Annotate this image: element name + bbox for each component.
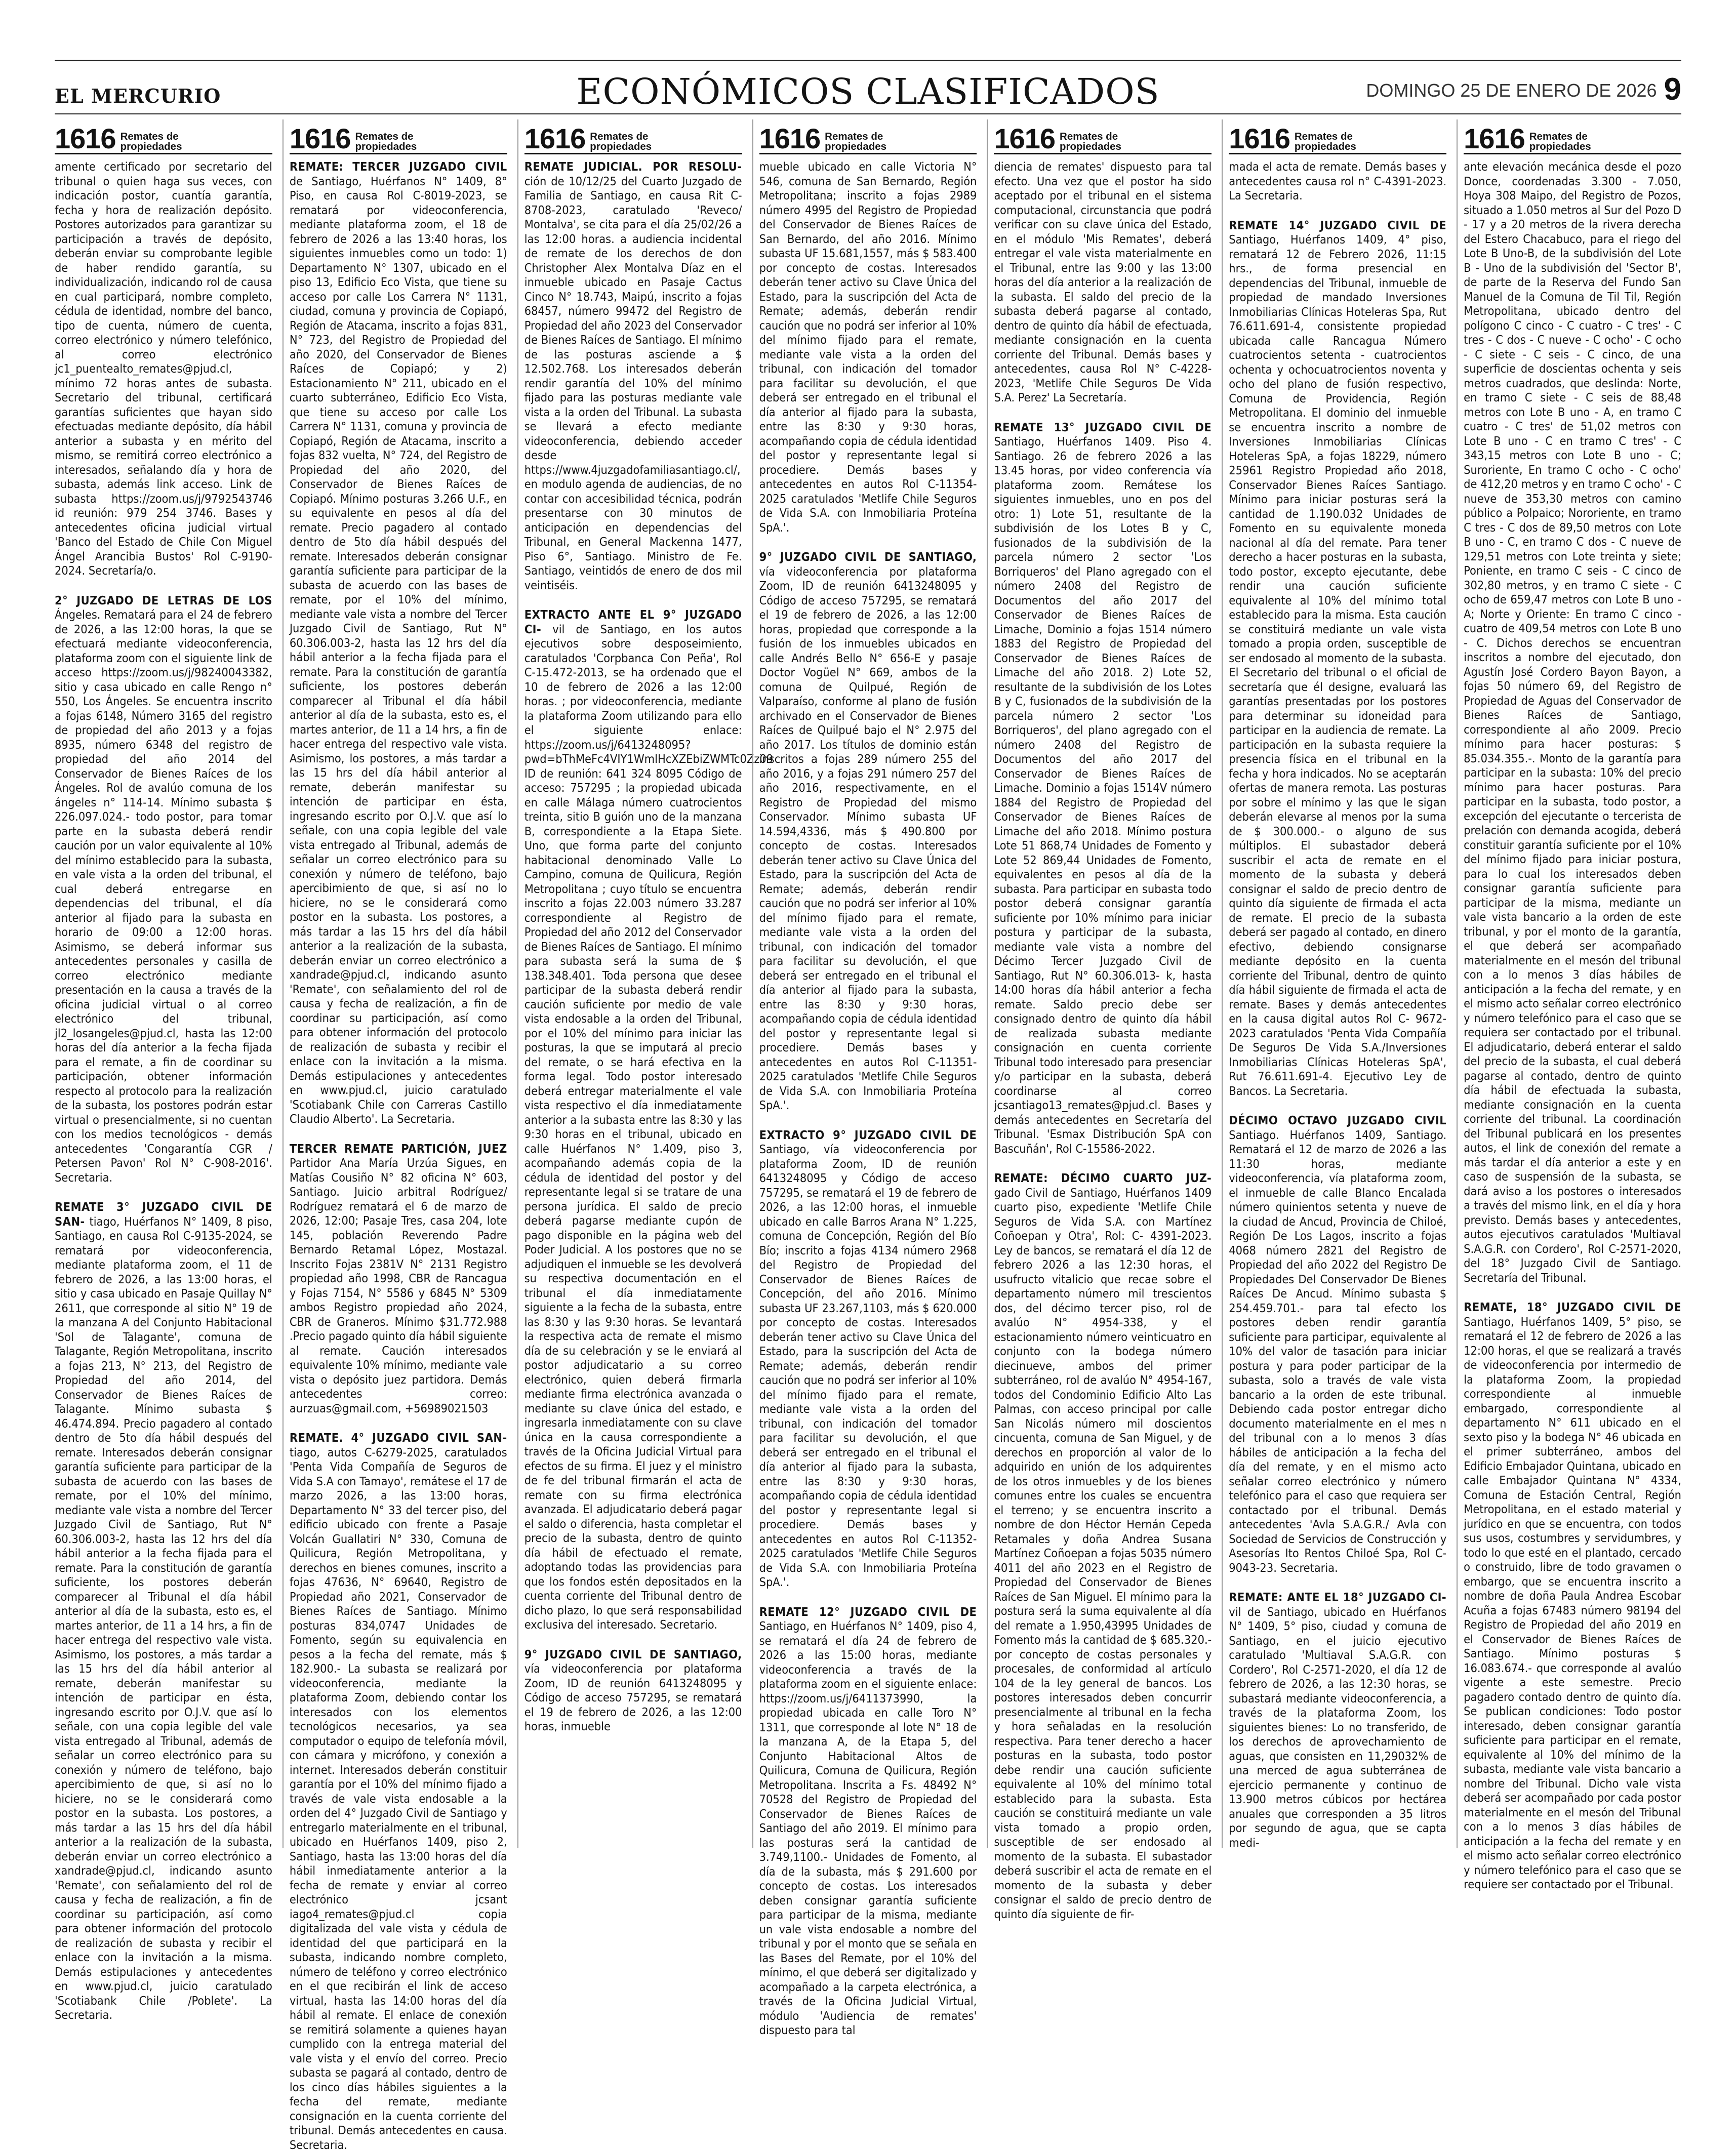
ad-heading: REMATE: DÉCIMO CUARTO JUZ- xyxy=(994,1171,1212,1185)
masthead-rule xyxy=(55,113,1681,114)
classified-ad xyxy=(1229,159,1446,203)
column-body xyxy=(55,159,272,2022)
category-label-line2: propiedades xyxy=(355,141,417,152)
ad-body: vil de Santiago, en los autos ejecutivos sobre desposeimiento, caratulados 'Corpbanca Con Peña', Rol C-15.472-2013, se ha ordenado que el 10 de febrero de 2026 a las 12:00 horas. ; por videoconferencia, mediante la plataforma Zoom utilizando para ello el siguiente enlace: https://zoom.us/j/6413248095? pwd=bThMeFc4VIY1WmlHcXZEbiZWMTc0Zz09 ID de reunión: 641 324 8095 Código de acceso: 757295 ; la propiedad ubicada en calle Málaga número cuatrocientos treinta, sitio B guión uno de la manzana B, correspondiente a la Etapa Siete. Uno, que forma parte del conjunto habitacional denominado Valle Lo Campino, comuna de Quilicura, Región Metropolitana ; cuyo título se encuentra inscrito a fojas 22.003 número 33.287 correspondiente al Registro de Propiedad del año 2012 del Conservador de Bienes Raíces de Santiago. El mínimo para subasta será la suma de $ 138.348.401. Toda persona que desee participar de la subasta deberá rendir caución suficiente por medio de vale vista endosable a la orden del Tribunal, por el 10% del mínimo para iniciar las posturas, la que se imputará al precio del remate, o se hará efectiva en la forma legal. Todo postor interesado deberá entregar materialmente el vale vista respectivo el día inmediatamente anterior a la subasta entre las 8:30 y las 9:30 horas en el tribunal, ubicado en calle Huérfanos N° 1.409, piso 3, acompañando además copia de la cédula de identidad del postor y del representante legal si se tratare de una persona jurídica. El saldo de precio deberá pagarse mediante cupón de pago disponible en la página web del Poder Judicial. A los postores que no se adjudiquen el inmueble se les devolverá su respectiva documentación en el tribunal el día inmediatamente siguiente a la fecha de la subasta, entre las 8:30 y las 9:30 horas. Se levantará la respectiva acta de remate el mismo día de su celebración y se le enviará al postor adjudicatario a su correo electrónico, quien deberá firmarla mediante firma electrónica avanzada o mediante su clave única del estado, e ingresarla inmediatamente con su clave única en la causa correspondiente a través de la Oficina Judicial Virtual para efectos de su firma. El juez y el ministro de fe del tribunal firmarán el acta de remate con su firma electrónica avanzada. El adjudicatario deberá pagar el saldo o diferencia, hasta completar el precio de la subasta, dentro de quinto día hábil de efectuado el remate, adoptando todas las providencias para que los fondos estén depositados en la cuenta corriente del Tribunal dentro de dicho plazo, lo que será responsabilidad exclusiva del interesado. Secretario. xyxy=(524,622,774,1632)
issue-date: DOMINGO 25 DE ENERO DE 2026 xyxy=(1366,80,1657,101)
ad-heading: 9° JUZGADO CIVIL DE SANTIAGO, xyxy=(524,1647,742,1661)
ad-heading: REMATE. 4° JUZGADO CIVIL SAN- xyxy=(289,1431,507,1445)
category-label xyxy=(1295,132,1356,152)
ad-heading: DÉCIMO OCTAVO JUZGADO CIVIL xyxy=(1229,1113,1447,1127)
classified-ad xyxy=(994,420,1212,1156)
dateline xyxy=(1366,71,1681,107)
column-body xyxy=(290,159,507,2152)
ad-body: Santiago, vía videoconferencia por plataforma Zoom, ID de reunión 6413248095 y Código de acceso 757295, se rematará el 19 de febrero de 2026, a las 12:00 horas, el inmueble ubicado en calle Barros Arana N° 1.225, comuna de Concepción, Región del Bío Bío; inscrito a fojas 4134 número 2968 del Registro de Propiedad del Conservador de Bienes Raíces de Concepción, del año 2016. Mínimo subasta UF 23.267,1103, más $ 620.000 por concepto de costas. Interesados deberán tener activo su Clave Única del Estado, para la suscripción del Acta de Remate; además, deberán rendir caución que no podrá ser inferior al 10% del mínimo fijado para el remate, mediante vale vista a la orden del tribunal, con indicación del tomador para facilitar su devolución, el que deberá ser entregado en el tribunal el día anterior al fijado para la subasta, entre las 8:30 y 9:30 horas, acompañando copia de cédula identidad del postor y representante legal si procediere. Demás bases y antecedentes en autos Rol C-11352-2025 caratulados 'Metlife Chile Seguros de Vida S.A. con Inmobiliaria Proteína SpA.'. xyxy=(759,1142,977,1589)
column-category-header xyxy=(524,119,742,154)
category-code: 1616 xyxy=(524,123,586,154)
column-category-header xyxy=(55,119,272,154)
column-body xyxy=(524,159,774,1734)
ad-body: vía videoconferencia por plataforma Zoom, ID de reunión 6413248095 y Código de acceso 757295, se rematará el 19 de febrero de 2026, a las 12:00 horas, propiedad que corresponde a la fusión de los inmuebles ubicados en calle Andrés Bello N° 656-E y pasaje Doctor Vogüel N° 669, ambos de la comuna de Quilpué, Región de Valparaíso, conforme al plano de fusión archivado en el Conservador de Bienes Raíces de Quilpué bajo el N° 2.975 del año 2017. Los títulos de dominio están inscritos a fojas 289 número 255 del año 2016, y a fojas 291 número 257 del año 2016, respectivamente, en el Registro de Propiedad del mismo Conservador. Mínimo subasta UF 14.594,4336, más $ 490.800 por concepto de costas. Interesados deberán tener activo su Clave Única del Estado, para la suscripción del Acta de Remate; además, deberán rendir caución que no podrá ser inferior al 10% del mínimo fijado para el remate, mediante vale vista a la orden del tribunal, con indicación del tomador para facilitar su devolución, el que deberá ser entregado en el tribunal el día anterior al fijado para la subasta, entre las 8:30 y 9:30 horas, acompañando copia de cédula identidad del postor y representante legal si procediere. Demás bases y antecedentes en autos Rol C-11351-2025 caratulados 'Metlife Chile Seguros de Vida S.A. con Inmobiliaria Proteína SpA.'. xyxy=(759,564,977,1112)
classified-ad xyxy=(1229,218,1446,1099)
category-label-line2: propiedades xyxy=(825,141,887,152)
classified-ad xyxy=(759,1605,977,2038)
ad-heading: REMATE: ANTE EL 18° JUZGADO CI- xyxy=(1229,1590,1447,1604)
ad-heading: REMATE JUDICIAL. POR RESOLU- xyxy=(524,159,742,174)
classified-ad xyxy=(1229,1590,1446,1850)
ad-heading: TERCER REMATE PARTICIÓN, JUEZ xyxy=(289,1141,507,1156)
classified-ad xyxy=(1464,159,1681,1285)
ad-heading: 9° JUZGADO CIVIL DE SANTIAGO, xyxy=(759,550,977,564)
ad-column xyxy=(752,119,977,2037)
classified-ad xyxy=(759,1128,977,1590)
ad-body: Santiago, Huérfanos 1409, 4° piso, rematará 12 de Febrero 2026, 11:15 hrs., de forma presencial en dependencias del Tribunal, inmueble de propiedad de mandado Inversiones Inmobiliarias Clínicas Hoteleras Spa, Rut 76.611.691-4, consistente propiedad ubicada calle Rancagua Número cuatrocientos setenta - cuatrocientos ochenta y ochocuatrocientos noventa y ocho del plano de fusión respectivo, Comuna de Providencia, Región Metropolitana. El dominio del inmueble se encuentra inscrito a nombre de Inversiones Inmobiliarias Clínicas Hoteleras SpA, a fojas 18229, número 25961 Registro Propiedad año 2018, Conservador Bienes Raíces Santiago. Mínimo para iniciar posturas será la cantidad de 1.190.032 Unidades de Fomento en su equivalente moneda nacional al día del remate. Para tener derecho a hacer posturas en la subasta, todo postor, excepto ejecutante, debe rendir una caución suficiente equivalente al 10% del mínimo total establecido para la misma. Esta caución se constituirá mediante un vale vista tomado a propia orden, susceptible de ser endosado al momento de la subasta. El Secretario del tribunal o el oficial de secretaría que él designe, evaluará las garantías presentadas por los postores para determinar su idoneidad para participar en la audiencia de remate. La participación en la subasta requiere la presencia física en el tribunal en la fecha y hora indicados. No se aceptarán ofertas de manera remota. Las posturas por sobre el mínimo y las que le sigan deberán elevarse al menos por la suma de $ 300.000.- o alguno de sus múltiplos. El subastador deberá suscribir el acta de remate en el momento de la subasta y deberá consignar el saldo de precio dentro de quinto día siguiente de firmada el acta de remate. El precio de la subasta deberá ser pagado al contado, en dinero efectivo, debiendo consignarse mediante depósito en la cuenta corriente del Tribunal, dentro de quinto día hábil siguiente de firmada el acta de remate. Bases y demás antecedentes en la causa digital autos Rol C- 9672-2023 caratulados 'Penta Vida Compañía De Seguros De Vida S.A./Inversiones Inmobiliarias Clínicas Hoteleras SpA', Rut 76.611.691-4. Ejecutivo Ley de Bancos. La Secretaria. xyxy=(1229,232,1447,1098)
column-body xyxy=(1464,159,1681,1892)
category-label-line2: propiedades xyxy=(1060,141,1121,152)
classified-ad xyxy=(1464,1300,1681,1892)
ad-column xyxy=(517,119,774,1848)
classified-ad xyxy=(290,1431,507,2152)
ad-heading: REMATE 13° JUZGADO CIVIL DE xyxy=(994,420,1212,434)
classified-ad xyxy=(290,159,507,1126)
ad-column xyxy=(987,119,1212,1921)
classified-ad xyxy=(994,1171,1212,1921)
ad-heading: REMATE, 18° JUZGADO CIVIL DE xyxy=(1464,1300,1682,1314)
category-label-line2: propiedades xyxy=(1529,141,1591,152)
column-body xyxy=(759,159,977,2038)
ad-column xyxy=(55,119,272,2022)
classified-ad xyxy=(524,607,774,1632)
column-category-header xyxy=(290,119,507,154)
ad-body: de Santiago, Huérfanos N° 1409, 8° Piso, en causa Rol C-8019-2023, se rematará por videoconferencia, mediante plataforma zoom, el 18 de febrero de 2026 a las 13:40 horas, los siguientes inmuebles como un todo: 1) Departamento N° 1307, ubicado en el piso 13, Edificio Eco Vista, que tiene su acceso por calle Los Carrera N° 1131, ciudad, comuna y provincia de Copiapó, Región de Atacama, inscrito a fojas 831, N° 723, del Registro de Propiedad del año 2020, del Conservador de Bienes Raíces de Copiapó; y 2) Estacionamiento N° 211, ubicado en el cuarto subterráneo, Edificio Eco Vista, que tiene su acceso por calle Los Carrera N° 1131, comuna y provincia de Copiapó, Región de Atacama, inscrito a fojas 832 vuelta, N° 724, del Registro de Propiedad del año 2020, del Conservador de Bienes Raíces de Copiapó. Mínimo posturas 3.266 U.F., en su equivalente en pesos al día del remate. Precio pagadero al contado dentro de 5to día hábil después del remate. Interesados deberán consignar garantía suficiente para participar de la subasta de acuerdo con las bases de remate, por el 10% del mínimo, mediante vale vista a nombre del Tercer Juzgado Civil de Santiago, Rut N° 60.306.003-2, hasta las 12 hrs del día hábil anterior a la fecha fijada para el remate. Para la constitución de garantía suficiente, los postores deberán comparecer al Tribunal el día hábil anterior al día de la subasta, esto es, el martes anterior, de 11 a 14 hrs, a fin de hacer entrega del respectivo vale vista. Asimismo, los postores, a más tardar a las 15 hrs del día hábil anterior al remate, deberán manifestar su intención de participar en ésta, ingresando escrito por O.J.V. que así lo señale, con una copia legible del vale vista entregado al Tribunal, además de señalar un correo electrónico para su conexión y número de teléfono, bajo apercibimiento de que, si así no lo hiciere, no se le considerará como postor en la subasta. Los postores, a más tardar a las 15 hrs del día hábil anterior a la realización de la subasta, deberán enviar un correo electrónico a xandrade@pjud.cl, indicando asunto 'Remate', con señalamiento del rol de causa y fecha de realización, a fin de coordinar su participación, así como para obtener información del protocolo de realización de subasta y recibir el enlace con la invitación a la misma. Demás estipulaciones y antecedentes en www.pjud.cl, juicio caratulado 'Scotiabank Chile con Carreras Castillo Claudio Alberto'. La Secretaria. xyxy=(289,174,507,1126)
category-label-line1: Remates de xyxy=(120,131,179,142)
category-label xyxy=(825,132,886,152)
category-label-line1: Remates de xyxy=(355,131,414,142)
ad-column xyxy=(1222,119,1446,1848)
ad-body: mada el acta de remate. Demás bases y antecedentes causa rol n° C-4391-2023. La Secretaria. xyxy=(1229,159,1447,202)
ad-heading: EXTRACTO ANTE EL 9° JUZGADO CI- xyxy=(524,607,742,636)
column-body xyxy=(994,159,1212,1921)
ad-heading: 2° JUZGADO DE LETRAS DE LOS xyxy=(55,593,272,607)
category-code: 1616 xyxy=(1229,123,1290,154)
category-label-line1: Remates de xyxy=(1529,131,1588,142)
classified-ad xyxy=(1229,1113,1446,1575)
ad-heading: REMATE 12° JUZGADO CIVIL DE xyxy=(759,1604,977,1619)
ad-body: mueble ubicado en calle Victoria N° 546, comuna de San Bernardo, Región Metropolitana; inscrito a fojas 2989 número 4995 del Registro de Propiedad del Conservador de Bienes Raíces de San Bernardo, del año 2016. Mínimo subasta UF 15.681,1557, más $ 583.400 por concepto de costas. Interesados deberán tener activo su Clave Única del Estado, para la suscripción del Acta de Remate; además, deberán rendir caución que no podrá ser inferior al 10% del mínimo fijado para el remate, mediante vale vista a la orden del tribunal, con indicación del tomador para facilitar su devolución, el que deberá ser entregado en el tribunal el día anterior al fijado para la subasta, entre las 8:30 y 9:30 horas, acompañando copia de cédula identidad del postor y representante legal si procediere. Demás bases y antecedentes en autos Rol C-11354-2025 caratulados 'Metlife Chile Seguros de Vida S.A. con Inmobiliaria Proteína SpA.'. xyxy=(759,159,977,535)
classified-ad xyxy=(759,159,977,535)
classified-ad xyxy=(55,593,272,1185)
ad-heading: REMATE 3° JUZGADO CIVIL DE SAN- xyxy=(55,1200,272,1229)
ad-body: Santiago, Huérfanos 1409. Piso 4. Santiago. 26 de febrero 2026 a las 13.45 horas, por video conferencia vía plataforma zoom. Remátese los siguientes inmuebles, uno en pos del otro: 1) Lote 51, resultante de la subdivisión de los Lotes B y C, fusionados de la subdivisión de la parcela número 2 sector 'Los Borriqueros' del Plano agregado con el número 2408 del Registro de Documentos del año 2017 del Conservador de Bienes Raíces de Limache, Dominio a fojas 1514 número 1883 del Registro de Propiedad del Conservador de Bienes Raíces de Limache del año 2018. 2) Lote 52, resultante de la subdivisión de los Lotes B y C, fusionados de la subdivisión de la parcela número 2 sector 'Los Borriqueros', del plano agregado con el número 2408 del Registro de Documentos del año 2017 del Conservador de Bienes Raíces de Limache. Dominio a fojas 1514V número 1884 del Registro de Propiedad del Conservador de Bienes Raíces de Limache del año 2018. Mínimo postura Lote 51 868,74 Unidades de Fomento y Lote 52 869,44 Unidades de Fomento, equivalentes en pesos al día de la subasta. Para participar en subasta todo postor deberá consignar garantía suficiente por 10% mínimo para iniciar postura y participar de la subasta, mediante vale vista a nombre del Décimo Tercer Juzgado Civil de Santiago, Rut N° 60.306.013- k, hasta 14:00 horas día hábil anterior a fecha remate. Saldo precio debe ser consignado dentro de quinto día hábil de realizada subasta mediante consignación en cuenta corriente Tribunal todo interesado para presenciar y/o participar en la subasta, deberá coordinarse al correo jcsantiago13_remates@pjud.cl. Bases y demás antecedentes en Secretaría del Tribunal. 'Esmax Distribución SpA con Bascuñán', Rol C-15586-2022. xyxy=(994,434,1212,1156)
category-label xyxy=(590,132,652,152)
column-category-header xyxy=(1464,119,1681,154)
category-label-line2: propiedades xyxy=(120,141,182,152)
ad-body: Ángeles. Rematará para el 24 de febrero de 2026, a las 12:00 horas, la que se efectuará mediante videoconferencia, plataforma zoom con el siguiente link de acceso https://zoom.us/j/98240043382, sitio y casa ubicado en calle Rengo n° 550, Los Ángeles. Se encuentra inscrito a fojas 6148, Número 3165 del registro de propiedad del año 2013 y a fojas 8935, número 6348 del registro de propiedad del año 2014 del Conservador de Bienes Raíces de los Ángeles. Rol de avalúo comuna de los ángeles n° 114-14. Mínimo subasta $ 226.097.024.- todo postor, para tomar parte en la subasta deberá rendir caución por un valor equivalente al 10% del mínimo establecido para la subasta, en vale vista a la orden del tribunal, el cual deberá entregarse en dependencias del tribunal, el día anterior al fijado para la subasta en horario de 09:00 a 12:00 horas. Asimismo, se deberá informar sus antecedentes personales y casilla de correo electrónico mediante presentación en la causa a través de la oficina judicial virtual o al correo electrónico del tribunal, jl2_losangeles@pjud.cl, hasta las 12:00 horas del día anterior a la fecha fijada para el remate, a fin de coordinar su participación, obtener información respecto al protocolo para la realización de la subasta, los postores podrán estar virtual o presencialmente, si no cuentan con los medios tecnológicos - demás antecedentes 'Congarantía CGR / Petersen Pavon' Rol N° C-908-2016'. Secretaria. xyxy=(55,607,272,1185)
ad-body: tiago, autos C-6279-2025, caratulados 'Penta Vida Compañía de Seguros de Vida S.A con Tamayo', remátese el 17 de marzo 2026, a las 13:00 horas, Departamento N° 33 del tercer piso, del edificio ubicado con frente a Pasaje Volcán Guallatiri N° 330, Comuna de Quilicura, Región Metropolitana, y derechos en bienes comunes, inscrito a fojas 47636, N° 69640, Registro de Propiedad año 2021, Conservador de Bienes Raíces de Santiago. Mínimo posturas 834,0747 Unidades de Fomento, según su equivalencia en pesos a la fecha del remate, más $ 182.900.- La subasta se realizará por videoconferencia, mediante la plataforma Zoom, debiendo contar los interesados con los elementos tecnológicos necesarios, ya sea computador o equipo de telefonía móvil, con cámara y micrófono, y conexión a internet. Interesados deberán constituir garantía por el 10% del mínimo fijado a través de vale vista endosable a la orden del 4° Juzgado Civil de Santiago y entregarlo materialmente en el tribunal, ubicado en Huérfanos 1409, piso 2, Santiago, hasta las 13:00 horas del día hábil inmediatamente anterior a la fecha de remate y enviar al correo electrónico jcsant iago4_remates@pjud.cl copia digitalizada del vale vista y cédula de identidad del que participará en la subasta, indicando nombre completo, número de teléfono y correo electrónico en el que recibirán el link de acceso virtual, hasta las 14:00 horas del día hábil al remate. El enlace de conexión se remitirá solamente a quienes hayan cumplido con la entrega material del vale vista y el envío del correo. Precio subasta se pagará al contado, dentro de los cinco días hábiles siguientes a la fecha del remate, mediante consignación en la cuenta corriente del tribunal. Demás antecedentes en causa. Secretaria. xyxy=(289,1445,507,2152)
ad-body: Santiago, en Huérfanos N° 1409, piso 4, se rematará el día 24 de febrero de 2026 a las 15:00 horas, mediante videoconferencia a través de la plataforma zoom en el siguiente enlace: https://zoom.us/j/6411373990, la propiedad ubicada en calle Toro N° 1311, que corresponde al lote N° 18 de la manzana A, de la Etapa 5, del Conjunto Habitacional Altos de Quilicura, Comuna de Quilicura, Región Metropolitana. Inscrita a Fs. 48492 N° 70528 del Registro de Propiedad del Conservador de Bienes Raíces de Santiago del año 2019. El mínimo para las posturas será la cantidad de 3.749,1100.- Unidades de Fomento, al día de la subasta, más $ 291.600 por concepto de costas. Los interesados deben consignar garantía suficiente para participar de la misma, mediante un vale vista endosable a nombre del tribunal y por el monto que se señala en las Bases del Remate, por el 10% del mínimo, el que deberá ser digitalizado y acompañado a la carpeta electrónica, a través de la Oficina Judicial Virtual, módulo 'Audiencia de remates' dispuesto para tal xyxy=(759,1619,977,2037)
classified-ad xyxy=(759,550,977,1113)
column-category-header xyxy=(994,119,1212,154)
ad-column xyxy=(282,119,507,2152)
ad-heading: EXTRACTO 9° JUZGADO CIVIL DE xyxy=(759,1127,977,1142)
classified-ad xyxy=(55,1200,272,2022)
masthead xyxy=(55,70,1681,120)
ad-body: amente certificado por secretario del tribunal o quien haga sus veces, con indicación postor, cuantía garantía, fecha y hora de realización depósito. Postores autorizados para garantizar su participación a través de depósito, deberán enviar su comprobante legible de haber rendido garantía, su individualización, indicando rol de causa en cual participará, nombre completo, cédula de identidad, nombre del banco, tipo de cuenta, número de cuenta, correo electrónico y número telefónico, al correo electrónico jc1_puentealto_remates@pjud.cl, mínimo 72 horas antes de subasta. Secretario del tribunal, certificará garantías suficientes que hayan sido efectuadas mediante depósito, día hábil anterior a subasta y en mérito del mismo, se remitirá correo electrónico a interesados, señalando día y hora de subasta, además link acceso. Link de subasta https://zoom.us/j/9792543746 id reunión: 979 254 3746. Bases y antecedentes oficina judicial virtual 'Banco del Estado de Chile Con Miguel Ángel Arancibia Bustos' Rol C-9190-2024. Secretaría/o. xyxy=(55,159,272,578)
category-label xyxy=(1060,132,1121,152)
column-category-header xyxy=(1229,119,1446,154)
category-label-line1: Remates de xyxy=(825,131,883,142)
classified-ad xyxy=(524,159,742,592)
ad-body: vía videoconferencia por plataforma Zoom, ID de reunión 6413248095 y Código de acceso 757295, se rematará el 19 de febrero de 2026, a las 12:00 horas, inmueble xyxy=(524,1661,742,1733)
column-body xyxy=(1229,159,1446,1850)
category-label-line2: propiedades xyxy=(590,141,652,152)
category-code: 1616 xyxy=(759,123,821,154)
category-code: 1616 xyxy=(289,123,351,154)
category-label xyxy=(355,132,417,152)
newspaper-brand: EL MERCURIO xyxy=(55,85,221,107)
category-label xyxy=(1529,132,1591,152)
ad-body: ante elevación mecánica desde el pozo Donce, coordenadas 3.300 - 7.050, Hoya 308 Maipo, del Registro de Pozos, situado a 1.050 metros al Sur del Pozo D - 17 y a 20 metros de la rivera derecha del Estero Chacabuco, para el riego del Lote B Uno-B, de la subdivisión del Lote B - Uno de la subdivisión del 'Sector B', de parte de la Reserva del Fundo San Manuel de la Comuna de Til Til, Región Metropolitana, ubicado dentro del polígono C cinco - C cuatro - C tres' - C tres - C dos - C nueve - C ocho' - C ocho - C siete - C seis - C cinco, de una superficie de doscientas ochenta y seis metros cuadrados, que deslinda: Norte, en tramo C siete - C seis de 88,48 metros con Lote B uno - A, en tramo C cuatro - C tres' de 51,02 metros con Lote B uno - C en tramo C tres' - C 343,15 metros con Lote B uno - C; Suroriente, En tramo C ocho - C ocho' de 412,20 metros y en tramo C ocho' - C nueve de 353,30 metros con camino público a Polpaico; Nororiente, en tramo C tres - C dos de 89,50 metros con Lote B uno - C, en tramo C dos - C nueve de 129,51 metros con Lote treinta y siete; Poniente, en tramo C seis - C cinco de 302,80 metros, y en tramo C siete - C ocho de 659,47 metros con Lote B uno - A; Norte y Oriente: En tramo C cinco - cuatro de 409,54 metros con Lote B uno - C. Dichos derechos se encuentran inscritos a nombre del ejecutado, don Agustín José Cordero Bayon Bayon, a fojas 50 número 69, del Registro de Propiedad de Aguas del Conservador de Bienes Raíces de Santiago, correspondiente al año 2009. Precio mínimo para hacer posturas: $ 85.034.355.-. Monto de la garantía para participar en la subasta: 10% del precio mínimo para hacer posturas. Para participar en la subasta, todo postor, a excepción del ejecutante o tercerista de prelación con demanda acogida, deberá constituir garantía suficiente por el 10% del mínimo fijado para iniciar postura, para lo cual los interesados deben consignar garantía suficiente para participar de la misma, mediante un vale vista bancario a la orden de este tribunal, y por el monto de la garantía, el que deberá ser acompañado materialmente en el mesón del tribunal con a lo menos 3 días hábiles de anticipación a la fecha del remate, y en el mismo acto señalar correo electrónico y número telefónico para el caso que se requiera ser contactado por el tribunal. El adjudicatario, deberá enterar el saldo del precio de la subasta, el cual deberá pagarse al contado, dentro de quinto día hábil de efectuada la subasta, mediante consignación en la cuenta corriente del tribunal. La coordinación del Tribunal publicará en los presentes autos, el link de conexión del remate a más tardar el día anterior a este y en caso de suspensión de la subasta, se dará aviso a los postores o interesados a través del mismo link, en el día y hora previsto. Demás bases y antecedentes, autos ejecutivos caratulados 'Multiaval S.A.G.R. con Cordero', Rol C-2571-2020, del 18° Juzgado Civil de Santiago. Secretaría del Tribunal. xyxy=(1464,159,1682,1285)
ad-body: Santiago. Huérfanos 1409, Santiago. Rematará el 12 de marzo de 2026 a las 11:30 horas, mediante videoconferencia, vía plataforma zoom, el inmueble de calle Blanco Encalada número quinientos setenta y nueve de la ciudad de Ancud, Provincia de Chiloé, Región De Los Lagos, inscrito a fojas 4068 número 2821 del Registro de Propiedad del año 2022 del Registro De Propiedades Del Conservador De Bienes Raíces De Ancud. Mínimo subasta $ 254.459.701.- para tal efecto los postores deben rendir garantía suficiente para participar, equivalente al 10% del valor de tasación para iniciar postura y para poder participar de la subasta, solo a través de vale vista bancario a la orden de este tribunal. Debiendo cada postor entregar dicho documento materialmente en el mes n del tribunal con a lo menos 3 días hábiles de anticipación a la fecha del día del remate, y en el mismo acto señalar correo electrónico y número telefónico para el caso que requiera ser contactado por el tribunal. Demás antecedentes 'Avla S.A.G.R./ Avla con Sociedad de Servicios de Construcción y Asesorías Ito Rentos Chiloé Spa, Rol C-9043-23. Secretaria. xyxy=(1229,1127,1447,1575)
ad-heading: REMATE 14° JUZGADO CIVIL DE xyxy=(1229,218,1447,232)
category-label-line1: Remates de xyxy=(590,131,649,142)
top-rule xyxy=(55,60,1681,61)
ad-column xyxy=(1457,119,1682,1891)
ad-body: Santiago, Huérfanos 1409, 5° piso, se rematará el 12 de febrero de 2026 a las 12:00 horas, el que se realizará a través de videoconferencia por intermedio de la plataforma Zoom, la propiedad correspondiente al inmueble embargado, correspondiente al departamento N° 611 ubicado en el sexto piso y la bodega N° 46 ubicada en el primer subterráneo, ambos del Edificio Embajador Quintana, ubicado en calle Embajador Quintana N° 4334, Comuna de Estación Central, Región Metropolitana, en el estado material y jurídico en que se encuentra, con todos sus usos, costumbres y servidumbres, y todo lo que esté en el plantado, cercado o construido, libre de todo gravamen o embargo, que se encuentra inscrito a nombre de doña Paula Andrea Escobar Acuña a fojas 67483 número 98194 del Registro de Propiedad del año 2019 en el Conservador de Bienes Raíces de Santiago. Mínimo posturas $ 16.083.674.- que corresponde al avalúo vigente a este semestre. Precio pagadero contado dentro de quinto día. Se publican condiciones: Todo postor interesado, deben consignar garantía suficiente para participar en el remate, equivalente al 10% del mínimo de la subasta, mediante vale vista bancario a nombre del Tribunal. Dicho vale vista deberá ser acompañado por cada postor materialmente en el mesón del Tribunal con a lo menos 3 días hábiles de anticipación a la fecha del remate y en el mismo acto señalar correo electrónico y número telefónico para el caso que se requiere ser contactado por el Tribunal. xyxy=(1464,1314,1682,1891)
classified-columns xyxy=(55,119,1682,2152)
category-label-line1: Remates de xyxy=(1060,131,1118,142)
category-code: 1616 xyxy=(1464,123,1525,154)
classified-ad xyxy=(524,1647,742,1734)
ad-body: diencia de remates' dispuesto para tal efecto. Una vez que el postor ha sido aceptado por el tribunal en el sistema computacional, circunstancia que podrá verificar con su clave única del Estado, en el módulo 'Mis Remates', deberá entregar el vale vista materialmente en el Tribunal, entre las 9:00 y las 13:00 horas del día anterior a la realización de la subasta. El saldo del precio de la subasta deberá pagarse al contado, dentro de quinto día hábil de efectuada, mediante consignación en la cuenta corriente del Tribunal. Demás bases y antecedentes, causa Rol N° C-4228-2023, 'Metlife Chile Seguros De Vida S.A. Perez' La Secretaría. xyxy=(994,159,1212,404)
ad-body: gado Civil de Santiago, Huérfanos 1409 cuarto piso, expediente 'Metlife Chile Seguros de Vida S.A. con Martínez Coñoepan y Otra', Rol: C- 4391-2023. Ley de bancos, se rematará el día 12 de febrero 2026 a las 12:30 horas, el usufructo vitalicio que recae sobre el departamento número mil trescientos dos, del décimo tercer piso, rol de avalúo N° 4954-338, y el estacionamiento número veinticuatro en conjunto con la bodega número diecinueve, ambos del primer subterráneo, rol de avalúo N° 4954-167, todos del Condominio Edificio Alto Las Palmas, con acceso principal por calle San Nicolás número mil doscientos cincuenta, comuna de San Miguel, y de derechos en proporción al valor de lo adquirido en unión de los adquirentes de los otros inmuebles y de los bienes comunes entre los cuales se encuentra el terreno; y se encuentra inscrito a nombre de don Héctor Hernán Cepeda Retamales y doña Andrea Susana Martínez Coñoepan a fojas 5035 número 4011 del año 2023 en el Registro de Propiedad del Conservador de Bienes Raíces de San Miguel. El mínimo para la postura será la suma equivalente al día del remate a 1.950,43995 Unidades de Fomento más la cantidad de $ 685.320.- por concepto de costas personales y procesales, de conformidad al artículo 104 de la ley general de bancos. Los postores interesados deben concurrir presencialmente al tribunal en la fecha y hora señaladas en la resolución respectiva. Para tener derecho a hacer posturas en la subasta, todo postor debe rendir una caución suficiente equivalente al 10% del mínimo total establecido para la subasta. Esta caución se constituirá mediante un vale vista tomado a propio orden, susceptible de ser endosado al momento de la subasta. El subastador deberá suscribir el acta de remate en el momento de la subasta y deber consignar el saldo de precio dentro de quinto día siguiente de fir- xyxy=(994,1185,1212,1921)
ad-body: ción de 10/12/25 del Cuarto Juzgado de Familia de Santiago, en causa Rit C-8708-2023, caratulado 'Reveco/ Montalva', se cita para el día 25/02/26 a las 12:00 horas. a audiencia incidental de remate de los derechos de don Christopher Alex Montalva Díaz en el inmueble ubicado en Pasaje Cactus Cinco N° 18.743, Maipú, inscrito a fojas 68457, número 99472 del Registro de Propiedad del año 2023 del Conservador de Bienes Raíces de Santiago. El mínimo de las posturas asciende a $ 12.502.768. Los interesados deberán rendir garantía del 10% del mínimo fijado para las posturas mediante vale vista a la orden del Tribunal. La subasta se llevará a efecto mediante videoconferencia, debiendo acceder desde https://www.4juzgadofamiliasantiago.cl/, en modulo agenda de audiencias, de no contar con accesibilidad técnica, podrán presentarse con 30 minutos de anticipación en dependencias del Tribunal, en General Mackenna 1477, Piso 6°, Santiago. Ministro de Fe. Santiago, veintidós de enero de dos mil veintiséis. xyxy=(524,174,742,592)
section-title: ECONÓMICOS CLASIFICADOS xyxy=(576,71,1160,112)
ad-heading: REMATE: TERCER JUZGADO CIVIL xyxy=(289,159,507,174)
category-label-line2: propiedades xyxy=(1294,141,1356,152)
classified-ad xyxy=(290,1142,507,1416)
classified-ad xyxy=(55,159,272,578)
category-label-line1: Remates de xyxy=(1294,131,1353,142)
column-category-header xyxy=(759,119,977,154)
ad-body: vil de Santiago, ubicado en Huérfanos N° 1409, 5° piso, ciudad y comuna de Santiago, en el juicio ejecutivo caratulado 'Multiaval S.A.G.R. con Cordero', Rol C-2571-2020, el día 12 de febrero de 2026, a las 12:30 horas, se subastará mediante videoconferencia, a través de la plataforma Zoom, los siguientes bienes: Lo no transferido, de los derechos de aprovechamiento de aguas, que consisten en 11,29032% de una merced de agua subterránea de ejercicio permanente y continuo de 13.900 metros cúbicos por hectárea anuales que corresponden a 35 litros por segundo de agua, que se capta medi- xyxy=(1229,1604,1447,1850)
category-code: 1616 xyxy=(994,123,1056,154)
category-label xyxy=(120,132,182,152)
classified-ad xyxy=(994,159,1212,405)
ad-body: tiago, Huérfanos N° 1409, 8 piso, Santiago, en causa Rol C-9135-2024, se rematará por videoconferencia, mediante plataforma zoom, el 11 de febrero de 2026, a las 13:00 horas, el sitio y casa ubicado en Pasaje Quillay N° 2611, que corresponde al sitio N° 19 de la manzana A del Conjunto Habitacional 'Sol de Talagante', comuna de Talagante, Región Metropolitana, inscrito a fojas 213, N° 213, del Registro de Propiedad del año 2014, del Conservador de Bienes Raíces de Talagante. Mínimo subasta $ 46.474.894. Precio pagadero al contado dentro de 5to día hábil después del remate. Interesados deberán consignar garantía suficiente para participar de la subasta de acuerdo con las bases de remate, por el 10% del mínimo, mediante vale vista a nombre del Tercer Juzgado Civil de Santiago, Rut N° 60.306.003-2, hasta las 12 hrs del día hábil anterior a la fecha fijada para el remate. Para la constitución de garantía suficiente, los postores deberán comparecer al Tribunal el día hábil anterior al día de la subasta, esto es, el martes anterior, de 11 a 14 hrs, a fin de hacer entrega del respectivo vale vista. Asimismo, los postores, a más tardar a las 15 hrs del día hábil anterior al remate, deberán manifestar su intención de participar en ésta, ingresando escrito por O.J.V. que así lo señale, con una copia legible del vale vista entregado al Tribunal, además de señalar un correo electrónico para su conexión y número de teléfono, bajo apercibimiento de que, si así no lo hiciere, no se le considerará como postor en la subasta. Los postores, a más tardar a las 15 hrs del día hábil anterior a la realización de la subasta, deberán enviar un correo electrónico a xandrade@pjud.cl, indicando asunto 'Remate', con señalamiento del rol de causa y fecha de realización, a fin de coordinar su participación, así como para obtener información del protocolo de realización de subasta y recibir el enlace con la invitación a la misma. Demás estipulaciones y antecedentes en www.pjud.cl, juicio caratulado 'Scotiabank Chile /Poblete'. La Secretaria. xyxy=(55,1214,272,2022)
ad-body: Partidor Ana María Urzúa Sigues, en Matías Cousiño N° 82 oficina N° 603, Santiago. Juicio arbitral Rodríguez/ Rodríguez rematará el 6 de marzo de 2026, 12:00; Pasaje Tres, casa 204, lote 145, población Reverendo Padre Bernardo Retamal López, Mostazal. Inscrito Fojas 2381V N° 2131 Registro propiedad año 1998, CBR de Rancagua y Fojas 7154, N° 5586 y 6845 N° 5309 ambos Registro propiedad año 2024, CBR de Graneros. Mínimo $31.772.988 .Precio pagado quinto día hábil siguiente al remate. Caución interesados equivalente 10% mínimo, mediante vale vista o depósito juez partidora. Demás antecedentes correo: aurzuas@gmail.com, +56989021503 xyxy=(289,1156,507,1415)
page-number: 9 xyxy=(1664,72,1681,107)
category-code: 1616 xyxy=(55,123,116,154)
